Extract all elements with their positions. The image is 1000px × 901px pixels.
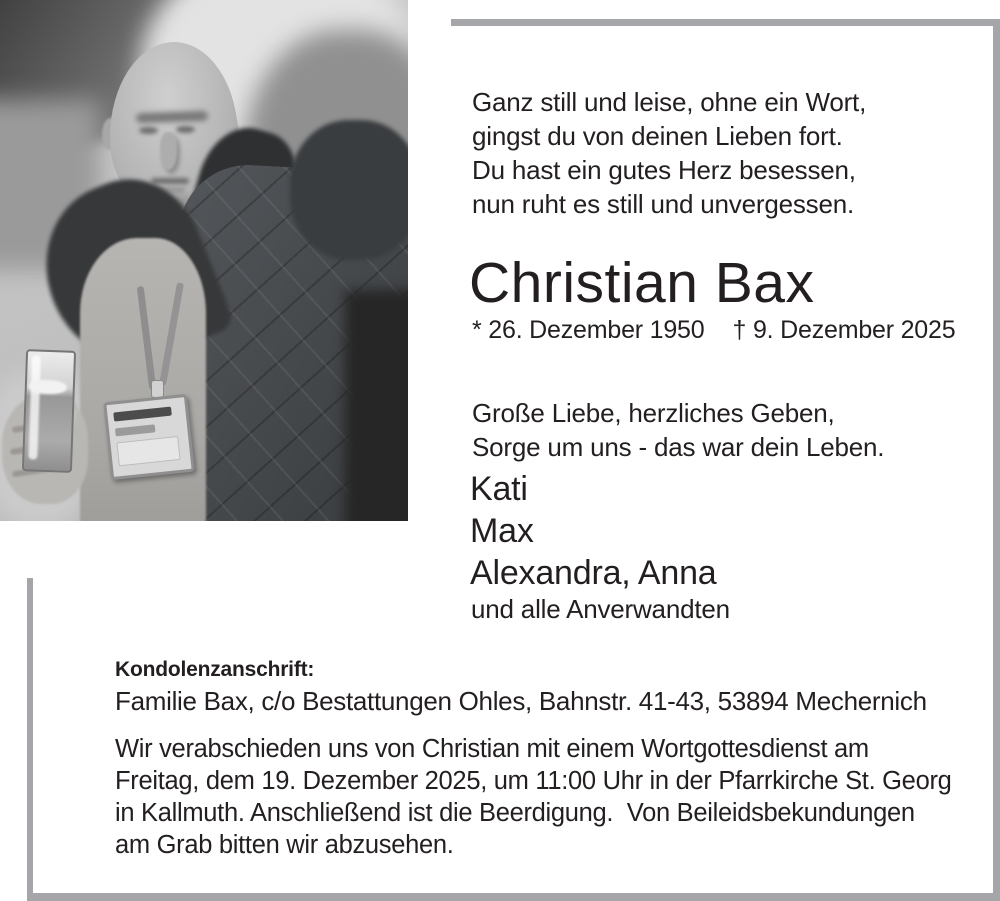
funeral-info — [115, 733, 952, 861]
funeral-line: am Grab bitten wir abzusehen. — [115, 831, 454, 859]
poem-line: gingst du von deinen Lieben fort. — [472, 121, 843, 151]
deceased-name: Christian Bax — [469, 251, 815, 315]
dedication-line: Sorge um uns - das war dein Leben. — [472, 432, 885, 462]
photo-badge-clip — [151, 380, 164, 398]
death-date-text: 9. Dezember 2025 — [752, 316, 956, 344]
frame-left-bar — [27, 578, 33, 894]
birth-symbol: * — [472, 316, 482, 344]
photo-badge-line — [113, 407, 172, 422]
dedication-line: Große Liebe, herzliches Geben, — [472, 398, 835, 428]
mourner-name: Max — [470, 512, 534, 550]
photo-beer-glass — [22, 349, 76, 473]
photo-shoulder — [290, 120, 408, 260]
condolence-address: Familie Bax, c/o Bestattungen Ohles, Bahnstr. 41-43, 53894 Mechernich — [115, 686, 927, 716]
photo-arm — [345, 290, 408, 521]
portrait-photo — [0, 0, 408, 521]
death-symbol: † — [732, 316, 747, 344]
life-dates — [472, 316, 955, 344]
dedication — [472, 396, 884, 464]
frame-top-bar — [451, 19, 1000, 26]
mourner-name: Kati — [470, 470, 528, 508]
birth-date-text: 26. Dezember 1950 — [488, 316, 705, 344]
photo-badge-line — [115, 424, 156, 436]
death-date — [732, 316, 955, 344]
poem-line: nun ruht es still und unvergessen. — [472, 189, 854, 219]
photo-eye — [139, 127, 158, 134]
mourners-list — [470, 468, 717, 594]
photo-mouth — [151, 178, 189, 184]
photo-shirt — [80, 238, 206, 521]
frame-right-bar — [993, 19, 1000, 901]
condolence-label: Kondolenzanschrift: — [115, 658, 315, 681]
poem — [472, 85, 866, 221]
poem-line: Ganz still und leise, ohne ein Wort, — [472, 87, 867, 117]
photo-name-badge — [103, 394, 195, 480]
funeral-line: in Kallmuth. Anschließend ist die Beerdigung. Von Beileidsbekundungen — [115, 799, 915, 827]
birth-date — [472, 316, 704, 344]
photo-glass-highlight — [28, 355, 41, 459]
mourner-name: Alexandra, Anna — [470, 554, 717, 592]
funeral-line: Wir verabschieden uns von Christian mit einem Wortgottesdienst am — [115, 735, 869, 763]
photo-nose — [160, 132, 177, 170]
photo-badge-line — [116, 436, 180, 466]
photo-eye — [176, 126, 195, 133]
poem-line: Du hast ein gutes Herz besessen, — [472, 155, 856, 185]
funeral-line: Freitag, dem 19. Dezember 2025, um 11:00 Uhr in der Pfarrkirche St. Georg — [115, 767, 952, 795]
frame-bottom-bar — [27, 893, 1000, 901]
mourners-suffix: und alle Anverwandten — [471, 594, 730, 624]
